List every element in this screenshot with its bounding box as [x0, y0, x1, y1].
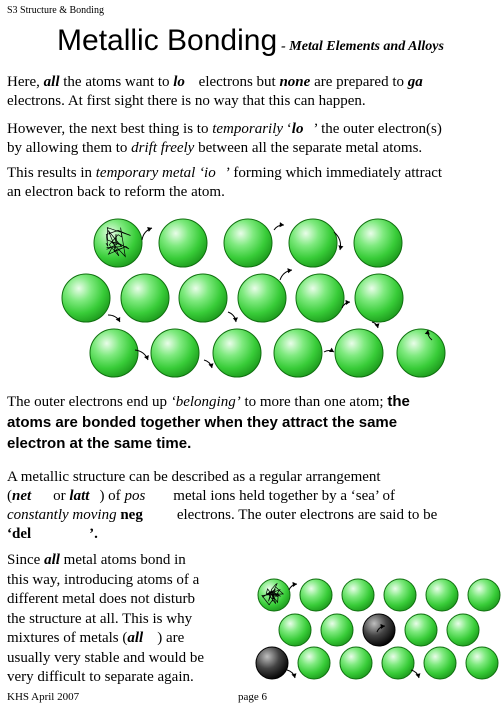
metal-atom	[274, 329, 322, 377]
text: electrons. At first sight there is no way that this can happen.	[7, 93, 366, 109]
alloy-lattice-diagram	[251, 570, 501, 695]
metal-atom	[300, 579, 332, 611]
text: the atoms want to	[59, 74, 174, 90]
arrowhead-icon	[208, 363, 213, 368]
text: ) are	[157, 630, 185, 646]
paragraph-5	[7, 468, 494, 544]
text-bold: the	[387, 393, 410, 410]
paragraph-2	[7, 120, 494, 158]
footer-page-number: page 6	[238, 691, 268, 703]
text-belonging: ‘belonging’	[170, 394, 241, 410]
metal-atom	[447, 614, 479, 646]
blank-negative: neg	[120, 507, 143, 523]
text: ’ forming which immediately attract	[225, 165, 443, 181]
arrowhead-icon	[292, 582, 297, 587]
metal-atom	[335, 329, 383, 377]
footer-date: KHS April 2007	[7, 691, 80, 703]
arrowhead-icon	[415, 673, 420, 678]
arrowhead-icon	[144, 355, 149, 360]
paragraph-4	[7, 391, 494, 454]
text: between all the separate metal atoms.	[194, 140, 423, 156]
arrowhead-icon	[287, 268, 292, 273]
text: The outer electrons end up	[7, 394, 171, 410]
text-bold: electron at the same time.	[7, 435, 192, 452]
blank-lattice: latt	[69, 488, 90, 504]
arrowhead-icon	[338, 245, 343, 250]
metal-atom	[342, 579, 374, 611]
metal-atom	[355, 274, 403, 322]
metal-atom	[382, 647, 414, 679]
metallic-lattice-diagram	[0, 210, 501, 385]
text-constantly-moving: constantly moving	[7, 507, 117, 523]
text: this way, introducing atoms of a	[7, 571, 200, 588]
text: the structure at all. This is why	[7, 610, 193, 627]
blank-alloys: all	[127, 630, 144, 646]
text: electrons. The outer electrons are said to be	[176, 507, 438, 523]
blank-network: net	[12, 488, 32, 504]
metal-atom	[354, 219, 402, 267]
text: metal ions held together by a ‘sea’ of	[173, 488, 396, 504]
metal-atom	[466, 647, 498, 679]
title-main: Metallic Bonding	[57, 24, 278, 57]
arrowhead-icon	[329, 348, 334, 352]
metal-atom	[159, 219, 207, 267]
text-all: all	[44, 552, 60, 568]
text: electrons but	[194, 74, 280, 90]
arrowhead-icon	[280, 222, 284, 227]
text: ) of	[99, 488, 125, 504]
text: an electron back to reform the atom.	[7, 184, 225, 200]
metal-atom	[238, 274, 286, 322]
text-all: all	[43, 74, 60, 90]
metal-atom	[90, 329, 138, 377]
text: ’ the outer electron(s)	[313, 121, 442, 137]
metal-atom	[468, 579, 500, 611]
course-header: S3 Structure & Bonding	[7, 5, 104, 16]
text-temporary-ions: temporary metal ‘io	[95, 165, 216, 181]
foreign-atom	[363, 614, 395, 646]
text: (	[7, 488, 12, 504]
blank-delocalised: ‘del	[7, 526, 32, 542]
text: to more than one atom;	[240, 394, 388, 410]
arrowhead-icon	[345, 300, 350, 305]
metal-atom	[121, 274, 169, 322]
blank-positive: pos	[124, 488, 146, 504]
text: usually very stable and would be	[7, 649, 205, 666]
metal-atom	[296, 274, 344, 322]
paragraph-3	[7, 164, 494, 202]
arrowhead-icon	[147, 227, 152, 232]
text: However, the next best thing is to	[7, 121, 213, 137]
text: A metallic structure can be described as a regular arrangement	[7, 469, 381, 485]
text: very difficult to separate again.	[7, 669, 194, 685]
text: This results in	[7, 165, 96, 181]
text: ‘	[283, 121, 292, 137]
page-title	[0, 24, 501, 58]
metal-atom	[384, 579, 416, 611]
text-none: none	[279, 74, 311, 90]
text: or	[53, 488, 70, 504]
text: Since	[7, 552, 45, 568]
metal-atom	[340, 647, 372, 679]
text: ’.	[89, 526, 98, 542]
metal-atom	[213, 329, 261, 377]
paragraph-1	[7, 73, 494, 111]
metal-atom	[424, 647, 456, 679]
text: by allowing them to	[7, 140, 132, 156]
metal-atom	[279, 614, 311, 646]
text: different metal does not disturb	[7, 591, 196, 607]
paragraph-6	[7, 551, 237, 688]
metal-atom	[151, 329, 199, 377]
text-bold: atoms are bonded together when they attract the same	[7, 414, 398, 431]
blank-gain: ga	[407, 74, 423, 90]
arrowhead-icon	[291, 673, 296, 678]
text: are prepared to	[310, 74, 408, 90]
metal-atom	[321, 614, 353, 646]
metal-atom	[62, 274, 110, 322]
title-subtitle: - Metal Elements and Alloys	[281, 39, 444, 54]
metal-atom	[397, 329, 445, 377]
text-temporarily: temporarily	[212, 121, 284, 137]
text: metal atoms bond in	[59, 552, 186, 568]
metal-atom	[298, 647, 330, 679]
text-drift-freely: drift freely	[131, 140, 195, 156]
blank-lose: lo	[291, 121, 304, 137]
blank-lose: lo	[173, 74, 185, 90]
metal-atom	[426, 579, 458, 611]
text: Here,	[7, 74, 44, 90]
foreign-atom	[256, 647, 288, 679]
metal-atom	[405, 614, 437, 646]
metal-atom	[289, 219, 337, 267]
metal-atom	[179, 274, 227, 322]
text: mixtures of metals (	[7, 630, 128, 646]
metal-atom	[224, 219, 272, 267]
